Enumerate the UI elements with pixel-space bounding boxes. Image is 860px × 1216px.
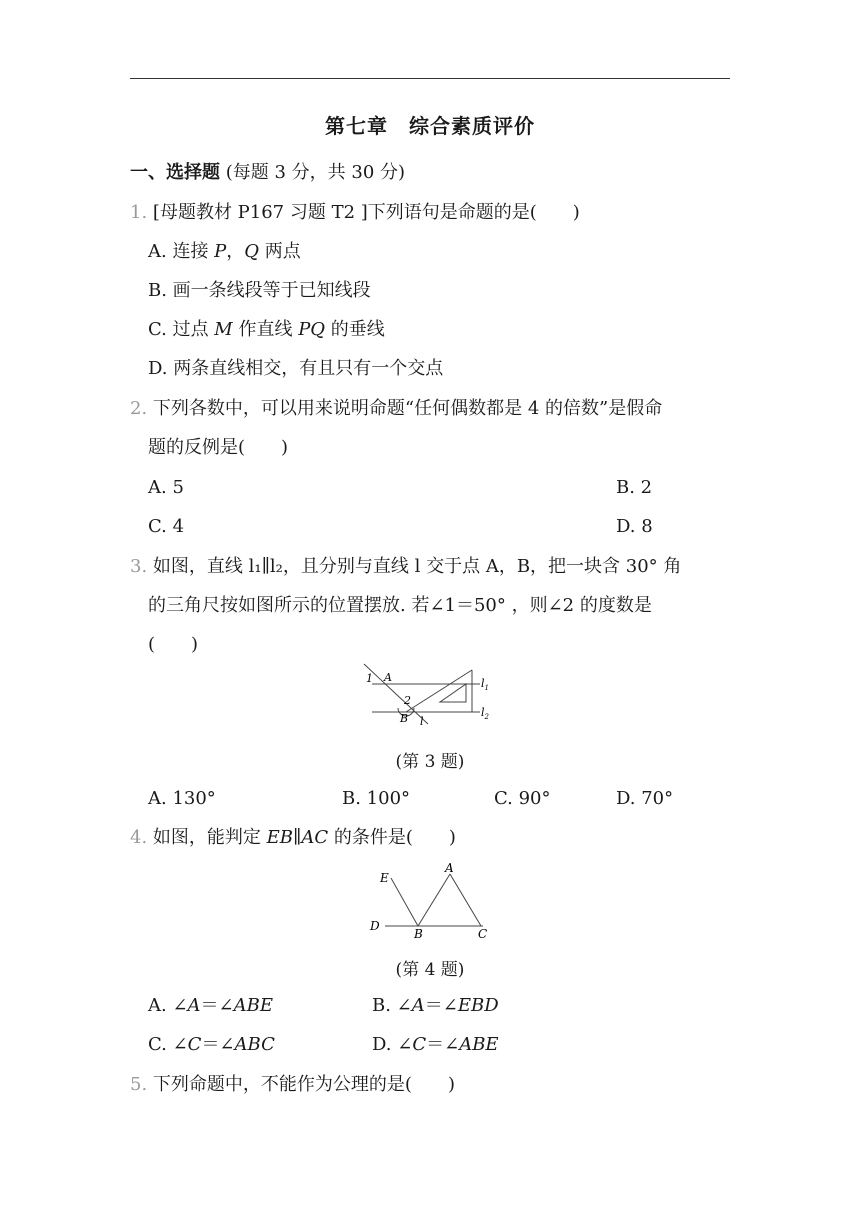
option-var: ABE	[233, 995, 273, 1016]
q1-option-b: B. 画一条线段等于已知线段	[148, 280, 371, 301]
question-text: 如图，能判定	[152, 827, 267, 848]
label-C: C	[478, 927, 488, 940]
q3-option-a: A. 130°	[148, 788, 216, 809]
figure-caption-4: (第 4 题)	[395, 960, 465, 980]
option-var: A	[411, 995, 425, 1016]
figure-caption-3: (第 3 题)	[395, 752, 465, 772]
question-1	[130, 200, 580, 226]
segment-AC	[450, 874, 481, 926]
question-var: EB∥AC	[266, 827, 329, 848]
question-text: 下列各数中，可以用来说明命题“任何偶数都是 4 的倍数”是假命	[152, 398, 663, 419]
question-number: 4.	[130, 827, 148, 848]
header-rule	[130, 78, 730, 79]
section-title: 一、选择题	[130, 162, 220, 183]
option-text: 的垂线	[325, 319, 385, 340]
label-A: A	[445, 861, 454, 875]
option-var: A	[187, 995, 201, 1016]
label-l2	[481, 706, 490, 721]
label-E: E	[380, 871, 389, 885]
question-3	[130, 554, 681, 580]
q4-option-c	[148, 1032, 275, 1058]
question-text-cont: ( )	[148, 634, 199, 655]
option-text: ，	[226, 241, 245, 262]
question-text: 的条件是( )	[328, 827, 456, 848]
figure-q3	[360, 662, 500, 726]
question-number: 5.	[130, 1074, 148, 1095]
option-text: D. ∠	[372, 1034, 413, 1055]
q2-option-c: C. 4	[148, 516, 185, 537]
option-text: C. ∠	[148, 1034, 188, 1055]
option-text: ＝∠	[201, 1034, 235, 1055]
q3-option-c: C. 90°	[494, 788, 551, 809]
triangle-ruler-inner	[440, 684, 466, 702]
label-l: l	[420, 715, 424, 726]
option-var: EBD	[457, 995, 499, 1016]
label-D: D	[370, 919, 380, 933]
triangle-ruler	[406, 670, 472, 712]
option-var: Q	[244, 241, 260, 262]
option-text: B. ∠	[372, 995, 412, 1016]
label-l1-main: l	[481, 677, 485, 690]
option-var: ABC	[234, 1034, 275, 1055]
label-A: A	[384, 671, 392, 684]
option-text: 两点	[259, 241, 301, 262]
option-var: P	[214, 241, 227, 262]
option-var: M	[214, 319, 233, 340]
label-2: 2	[404, 694, 411, 707]
option-text: ＝∠	[200, 995, 234, 1016]
segment-BA	[418, 874, 450, 926]
label-l1-sub: 1	[484, 684, 489, 692]
option-var: PQ	[298, 319, 326, 340]
section-note: (每题 3 分，共 30 分)	[225, 162, 406, 183]
label-l1	[481, 677, 489, 692]
q4-option-d	[372, 1032, 499, 1058]
label-l2-main: l	[481, 706, 485, 719]
q4-option-b	[372, 993, 499, 1019]
option-var: C	[412, 1034, 427, 1055]
question-text-cont: 的三角尺按如图所示的位置摆放. 若∠1＝50° ，则∠2 的度数是	[148, 595, 652, 616]
page-title: 第七章 综合素质评价	[325, 114, 535, 138]
question-number: 3.	[130, 556, 148, 577]
label-B: B	[400, 712, 409, 725]
question-5	[130, 1072, 455, 1098]
q2-option-d: D. 8	[616, 516, 653, 537]
question-2	[130, 396, 662, 422]
q2-option-b: B. 2	[616, 477, 653, 498]
figure-q4	[365, 860, 495, 940]
q4-option-a	[148, 993, 273, 1019]
q3-option-b: B. 100°	[342, 788, 411, 809]
option-text: A. ∠	[148, 995, 188, 1016]
q1-option-d: D. 两条直线相交，有且只有一个交点	[148, 358, 444, 379]
option-text: 作直线	[232, 319, 299, 340]
option-text: ＝∠	[426, 1034, 460, 1055]
q3-option-d: D. 70°	[616, 788, 674, 809]
question-text: 如图，直线 l₁∥l₂，且分别与直线 l 交于点 A，B，把一块含 30° 角	[152, 556, 682, 577]
question-4	[130, 825, 456, 851]
option-var: ABE	[459, 1034, 499, 1055]
option-text: ＝∠	[424, 995, 458, 1016]
question-text-cont: 题的反例是( )	[148, 437, 289, 458]
option-var: C	[187, 1034, 202, 1055]
question-text: 下列命题中，不能作为公理的是( )	[152, 1074, 455, 1095]
segment-EB	[391, 878, 418, 926]
q1-option-c	[148, 317, 385, 343]
label-l2-sub: 2	[484, 713, 489, 721]
option-text: A. 连接	[148, 241, 215, 262]
question-text: [母题教材 P167 习题 T2 ]下列语句是命题的是( )	[152, 202, 580, 223]
question-number: 2.	[130, 398, 148, 419]
label-1: 1	[366, 672, 373, 685]
line-l	[364, 664, 428, 724]
section-heading	[130, 160, 405, 186]
option-text: C. 过点	[148, 319, 215, 340]
label-B: B	[414, 927, 423, 940]
q1-option-a	[148, 239, 301, 265]
question-number: 1.	[130, 202, 148, 223]
q2-option-a: A. 5	[148, 477, 184, 498]
